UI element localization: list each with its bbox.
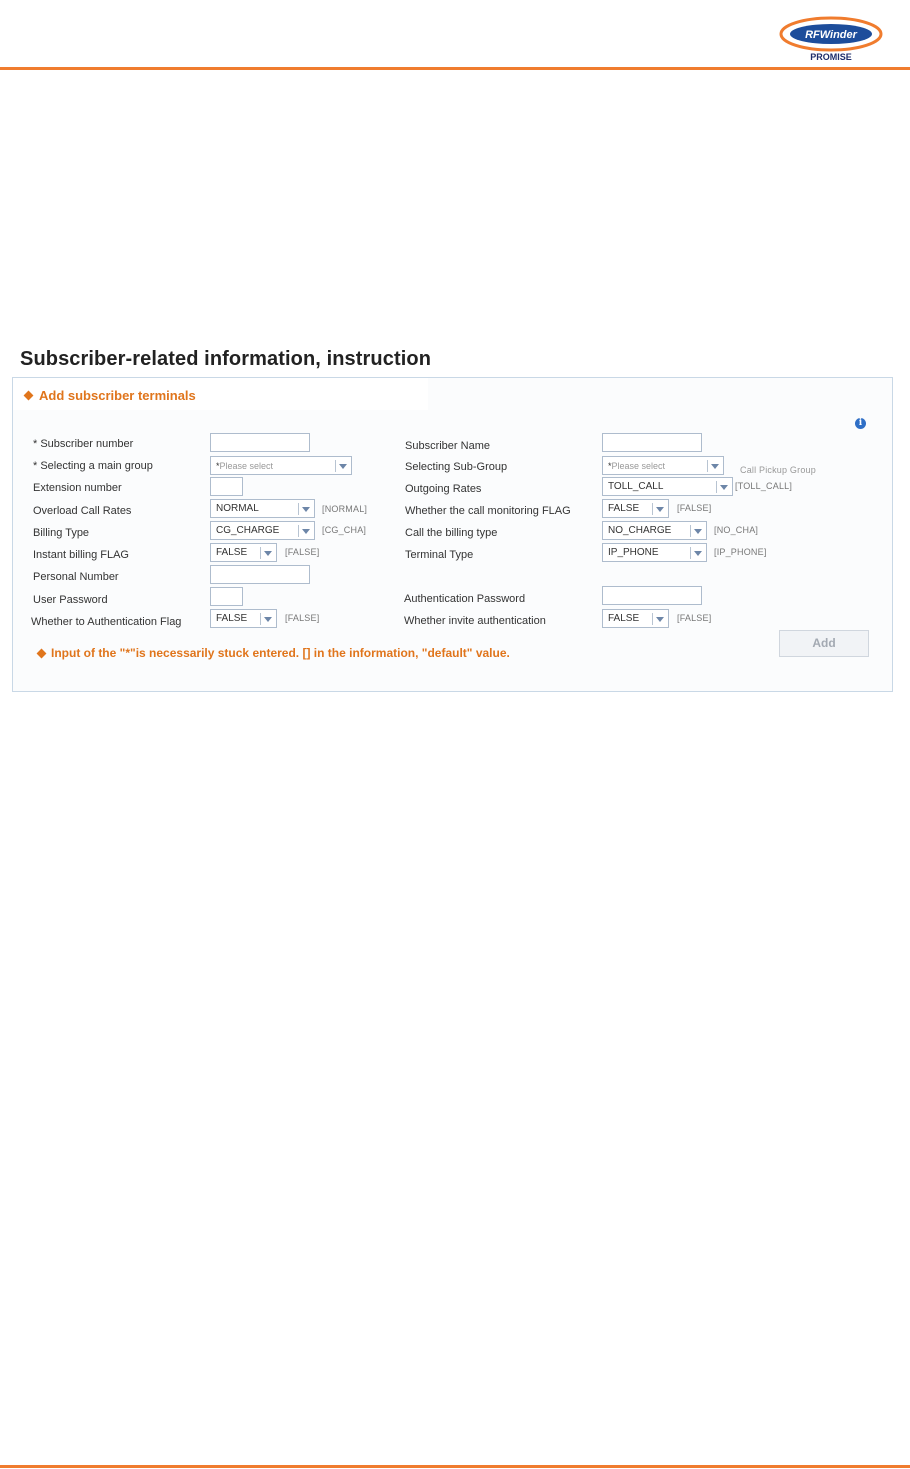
logo-brand-text: RFWinder — [805, 29, 857, 41]
label-billing-type: Billing Type — [33, 527, 90, 539]
label-sub-group: Selecting Sub-Group — [405, 461, 508, 473]
header-rule — [0, 67, 910, 70]
chevron-down-icon — [694, 551, 702, 556]
auth-flag-value: FALSE — [216, 613, 248, 624]
call-monitoring-default: [FALSE] — [677, 503, 712, 513]
overload-rates-select[interactable] — [210, 499, 315, 518]
sub-group-placeholder: *Please select — [608, 461, 666, 471]
auth-flag-default: [FALSE] — [285, 613, 320, 623]
call-monitoring-select[interactable] — [602, 499, 669, 518]
company-logo — [777, 14, 885, 64]
billing-type-default: [CG_CHA] — [322, 525, 367, 535]
overload-rates-value: NORMAL — [216, 503, 259, 514]
terminal-type-select[interactable] — [602, 543, 707, 562]
label-outgoing-rates: Outgoing Rates — [405, 483, 482, 495]
extension-number-input[interactable] — [210, 477, 243, 496]
label-personal-number: Personal Number — [33, 571, 119, 583]
instant-billing-value: FALSE — [216, 547, 248, 558]
auth-flag-select[interactable] — [210, 609, 277, 628]
sub-group-select[interactable] — [602, 456, 724, 475]
subscriber-number-input[interactable] — [210, 433, 310, 452]
chevron-down-icon — [339, 464, 347, 469]
billing-type-value: CG_CHARGE — [216, 525, 280, 536]
chevron-down-icon — [302, 529, 310, 534]
chevron-down-icon — [656, 507, 664, 512]
label-subscriber-name: Subscriber Name — [405, 440, 490, 452]
outgoing-rates-value: TOLL_CALL — [608, 481, 664, 492]
call-billing-type-select[interactable] — [602, 521, 707, 540]
chevron-down-icon — [694, 529, 702, 534]
overload-rates-default: [NORMAL] — [322, 504, 368, 514]
panel-title: Add subscriber terminals — [39, 388, 196, 403]
chevron-down-icon — [656, 617, 664, 622]
add-button[interactable]: Add — [779, 630, 869, 657]
auth-password-input[interactable] — [602, 586, 702, 605]
label-instant-billing: Instant billing FLAG — [33, 549, 129, 561]
instant-billing-select[interactable] — [210, 543, 277, 562]
invite-auth-default: [FALSE] — [677, 613, 712, 623]
chevron-down-icon — [264, 551, 272, 556]
panel-header — [13, 378, 428, 410]
label-subscriber-number: * Subscriber number — [33, 438, 134, 450]
logo-tagline-text: PROMISE — [810, 52, 852, 62]
label-terminal-type: Terminal Type — [405, 549, 474, 561]
billing-type-select[interactable] — [210, 521, 315, 540]
call-pickup-group-label: Call Pickup Group — [740, 465, 816, 475]
call-billing-type-value: NO_CHARGE — [608, 525, 672, 536]
outgoing-rates-select[interactable] — [602, 477, 733, 496]
label-auth-flag: Whether to Authentication Flag — [31, 616, 182, 628]
main-group-placeholder: *Please select — [216, 461, 274, 471]
diamond-bullet-icon — [24, 391, 34, 401]
terminal-type-default: [IP_PHONE] — [714, 547, 767, 557]
chevron-down-icon — [711, 464, 719, 469]
footer-rule — [0, 1465, 910, 1468]
required-fields-note: Input of the "*"is necessarily stuck entered. [] in the information, "default" value. — [51, 646, 510, 660]
invite-auth-value: FALSE — [608, 613, 640, 624]
user-password-input[interactable] — [210, 587, 243, 606]
subscriber-name-input[interactable] — [602, 433, 702, 452]
call-billing-type-default: [NO_CHA] — [714, 525, 759, 535]
main-group-select[interactable] — [210, 456, 352, 475]
add-subscriber-panel — [12, 377, 893, 692]
info-icon[interactable]: i — [855, 418, 866, 429]
chevron-down-icon — [302, 507, 310, 512]
chevron-down-icon — [720, 485, 728, 490]
label-main-group: * Selecting a main group — [33, 460, 153, 472]
label-user-password: User Password — [33, 594, 108, 606]
instant-billing-default: [FALSE] — [285, 547, 320, 557]
label-invite-auth: Whether invite authentication — [404, 615, 546, 627]
label-call-billing-type: Call the billing type — [405, 527, 498, 539]
diamond-bullet-icon — [37, 649, 47, 659]
personal-number-input[interactable] — [210, 565, 310, 584]
section-title: Subscriber-related information, instruction — [20, 348, 432, 370]
label-auth-password: Authentication Password — [404, 593, 526, 605]
label-overload-rates: Overload Call Rates — [33, 505, 132, 517]
chevron-down-icon — [264, 617, 272, 622]
outgoing-rates-default: [TOLL_CALL] — [735, 481, 793, 491]
label-extension-number: Extension number — [33, 482, 122, 494]
terminal-type-value: IP_PHONE — [608, 547, 659, 558]
invite-auth-select[interactable] — [602, 609, 669, 628]
label-call-monitoring: Whether the call monitoring FLAG — [405, 505, 571, 517]
call-monitoring-value: FALSE — [608, 503, 640, 514]
